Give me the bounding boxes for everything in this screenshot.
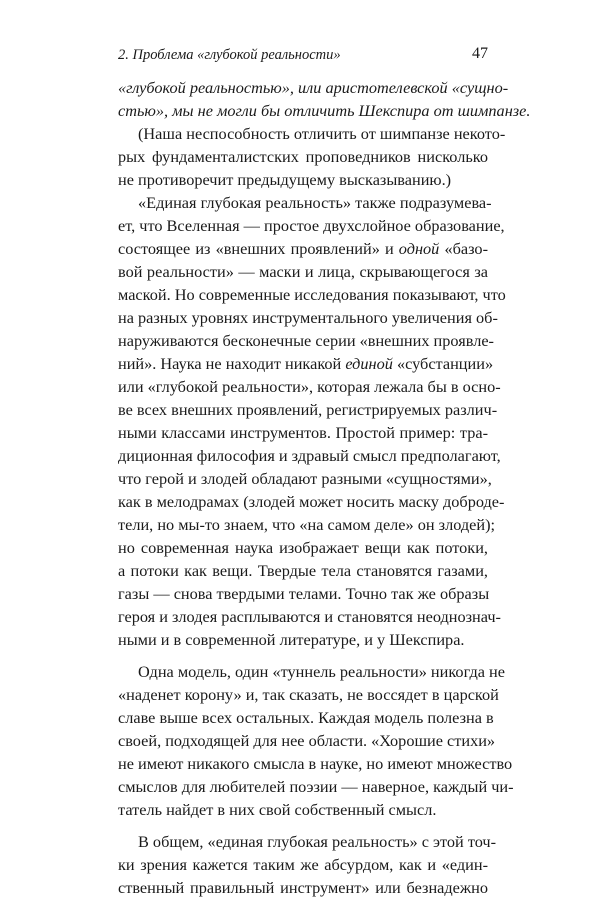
text-line: ве всех внешних проявлений, регистрируемых различ- [118,400,498,419]
text-span: «субстанции» [392,354,494,373]
text-line: стью», мы не могли бы отличить Шекспира от шимпанзе. [118,101,531,120]
text-line [118,237,488,260]
text-span: ний». Наука не находит никакой [118,354,346,373]
text-line: ки зрения кажется таким же абсурдом, как и «един- [118,855,488,874]
text-line: а потоки как вещи. Твердые тела становятся газами, [118,561,488,580]
text-line: ственный правильный инструмент» или безнадежно [118,878,488,897]
text-line: газы — снова твердыми телами. Точно так же образы [118,584,490,603]
text-line: или «глубокой реальности», которая лежала бы в осно- [118,377,501,396]
text-line: но современная наука изображает вещи как потоки, [118,538,488,557]
text-span: «базо- [439,239,488,258]
text-line: вой реальности» — маски и лица, скрывающегося за [118,262,488,281]
text-line [118,352,494,375]
text-line: Одна модель, один «туннель реальности» никогда не [138,662,505,681]
paragraph-gap [118,821,488,830]
text-line: тели, но мы-то знаем, что «на самом деле» он злодей); [118,515,496,534]
text-line: на разных уровнях инструментального увеличения об- [118,308,498,327]
text-line: что герой и злодей обладают разными «сущностями», [118,469,492,488]
page-number: 47 [472,45,488,62]
text-span: состоящее из «внешних проявлений» и [118,239,399,258]
text-line: не имеют никакого смысла в науке, но имеют множество [118,754,513,773]
text-line: своей, подходящей для нее области. «Хорошие стихи» [118,731,496,750]
text-line: рых фундаменталистских проповедников нисколько [118,147,488,166]
text-line: героя и злодея расплываются и становятся неоднознач- [118,607,501,626]
text-line: татель найдет в них свой собственный смысл. [118,800,437,819]
running-header [118,45,488,67]
text-line: ет, что Вселенная — простое двухслойное образование, [118,216,505,235]
text-line: «глубокой реальностью», или аристотелевской «сущно- [118,78,509,97]
text-line: ными и в современной литературе, и у Шекспира. [118,630,465,649]
text-line: маской. Но современные исследования показывают, что [118,285,506,304]
text-line: В общем, «единая глубокая реальность» с этой точ- [138,832,497,851]
text-line: «наденет корону» и, так сказать, не воссядет в царской [118,685,499,704]
text-line: ными классами инструментов. Простой пример: тра- [118,423,488,442]
text-line: наруживаются бесконечные серии «внешних проявле- [118,331,494,350]
italic-span: единой [345,354,393,373]
body-text [118,76,531,899]
text-line: (Наша неспособность отличить от шимпанзе некото- [138,124,506,143]
italic-span: одной [398,239,440,258]
text-line: диционная философия и здравый смысл предполагают, [118,446,501,465]
text-line: не противоречит предыдущему высказыванию.) [118,170,452,189]
running-title: 2. Проблема «глубокой реальности» [118,47,341,63]
text-line: «Единая глубокая реальность» также подразумева- [138,193,492,212]
text-line: славе выше всех остальных. Каждая модель полезна в [118,708,494,727]
text-line: как в мелодрамах (злодей может носить маску доброде- [118,492,505,511]
paragraph-gap [118,651,488,660]
text-line: смыслов для любителей поэзии — наверное, каждый чи- [118,777,514,796]
